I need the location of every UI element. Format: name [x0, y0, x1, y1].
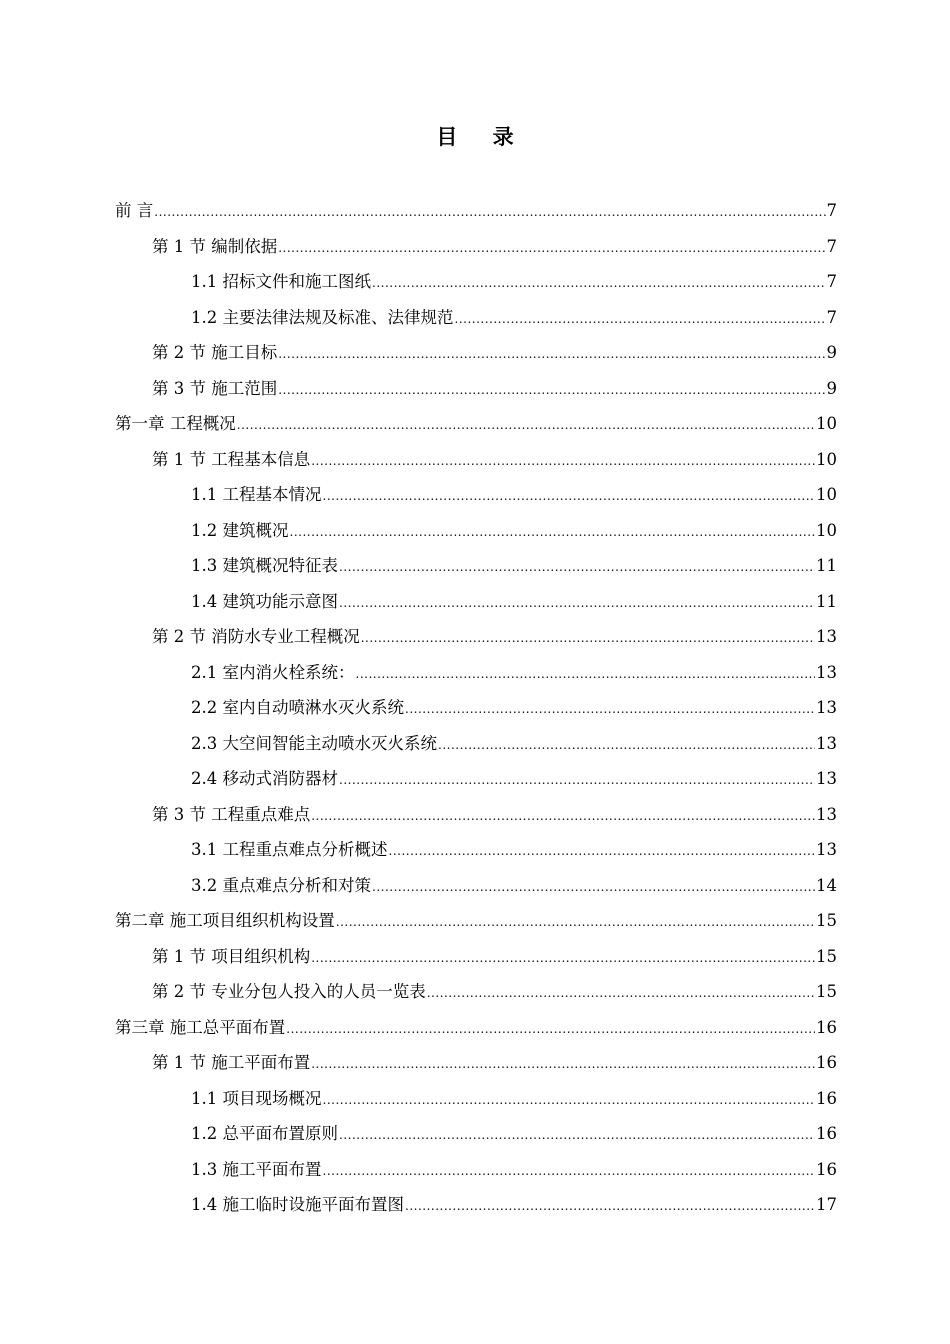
toc-entry-page-number: 13	[816, 769, 837, 788]
toc-entry-page-number: 7	[826, 236, 837, 256]
toc-entry-title: 第 1 节 编制依据	[152, 236, 278, 256]
toc-entry-title: 第 1 节 项目组织机构	[152, 946, 311, 966]
toc-entry[interactable]	[115, 903, 837, 939]
toc-dot-leader	[405, 692, 815, 728]
toc-entry-page-number: 9	[826, 378, 837, 398]
toc-entry[interactable]	[115, 655, 837, 691]
toc-entry-page-number: 13	[816, 662, 837, 682]
toc-entry[interactable]	[115, 690, 837, 726]
toc-entry[interactable]	[115, 1187, 837, 1223]
toc-dot-leader	[339, 550, 815, 586]
toc-entry[interactable]	[115, 1045, 837, 1081]
toc-dot-leader	[405, 1189, 815, 1225]
toc-entry-page-number: 13	[816, 627, 837, 646]
toc-entry-title: 第 3 节 施工范围	[152, 378, 278, 398]
toc-dot-leader	[278, 231, 825, 267]
table-of-contents	[115, 193, 837, 1223]
toc-entry[interactable]	[115, 406, 837, 442]
toc-entry-page-number: 10	[816, 449, 837, 469]
toc-entry-title: 1.3 建筑概况特征表	[191, 556, 338, 575]
toc-entry-title: 1.1 工程基本情况	[191, 485, 322, 504]
toc-entry-title: 第 2 节 消防水专业工程概况	[152, 627, 360, 646]
toc-entry-page-number: 9	[826, 343, 837, 362]
toc-entry[interactable]	[115, 442, 837, 478]
toc-entry[interactable]	[115, 548, 837, 584]
toc-entry-page-number: 7	[826, 307, 837, 327]
toc-dot-leader	[311, 941, 815, 977]
toc-entry-title: 第 2 节 施工目标	[152, 343, 278, 362]
toc-dot-leader	[278, 373, 825, 409]
toc-entry[interactable]	[115, 726, 837, 762]
toc-dot-leader	[286, 1012, 815, 1048]
toc-entry[interactable]	[115, 797, 837, 833]
toc-dot-leader	[455, 302, 826, 338]
toc-entry-title: 1.2 总平面布置原则	[191, 1124, 338, 1143]
toc-dot-leader	[339, 586, 815, 622]
toc-entry-page-number: 13	[816, 804, 837, 824]
toc-entry-page-number: 16	[816, 1017, 837, 1037]
toc-dot-leader	[389, 834, 816, 870]
toc-dot-leader	[339, 1118, 815, 1154]
toc-entry-title: 第二章 施工项目组织机构设置	[115, 911, 335, 930]
toc-entry-title: 第 3 节 工程重点难点	[152, 804, 311, 824]
toc-entry[interactable]	[115, 264, 837, 300]
toc-entry-title: 1.1 招标文件和施工图纸	[191, 272, 371, 291]
toc-entry-page-number: 16	[816, 1053, 837, 1072]
toc-entry-page-number: 10	[816, 520, 837, 540]
toc-entry-page-number: 17	[816, 1195, 837, 1214]
toc-entry[interactable]	[115, 939, 837, 975]
toc-dot-leader	[323, 1154, 816, 1190]
toc-entry-title: 第 2 节 专业分包人投入的人员一览表	[152, 982, 426, 1001]
toc-dot-leader	[336, 905, 815, 941]
toc-entry-title: 3.1 工程重点难点分析概述	[191, 840, 388, 859]
toc-dot-leader	[438, 728, 815, 764]
toc-entry[interactable]	[115, 868, 837, 904]
toc-entry-title: 第三章 施工总平面布置	[115, 1017, 286, 1037]
toc-entry-page-number: 7	[826, 201, 837, 220]
toc-entry[interactable]	[115, 832, 837, 868]
toc-entry[interactable]	[115, 371, 837, 407]
toc-entry-title: 1.2 主要法律法规及标准、法律规范	[191, 307, 454, 327]
toc-dot-leader	[323, 1083, 816, 1119]
toc-dot-leader	[372, 266, 826, 302]
toc-entry-page-number: 16	[816, 1088, 837, 1108]
toc-entry-title: 1.2 建筑概况	[191, 520, 289, 540]
toc-entry-title: 2.1 室内消火栓系统：	[191, 662, 355, 682]
toc-entry-title: 前 言	[115, 201, 154, 220]
toc-entry-title: 第一章 工程概况	[115, 414, 236, 433]
toc-entry-title: 3.2 重点难点分析和对策	[191, 875, 371, 895]
toc-entry-page-number: 13	[816, 698, 837, 717]
toc-entry-page-number: 15	[816, 911, 837, 930]
toc-entry-page-number: 13	[816, 840, 837, 859]
toc-entry[interactable]	[115, 761, 837, 797]
toc-entry-title: 2.2 室内自动喷淋水灭火系统	[191, 698, 404, 717]
toc-entry-title: 1.4 建筑功能示意图	[191, 591, 338, 611]
toc-dot-leader	[278, 337, 825, 373]
toc-dot-leader	[311, 1047, 815, 1083]
toc-entry-title: 第 1 节 工程基本信息	[152, 449, 311, 469]
page-title: 目 录	[436, 124, 528, 149]
toc-entry[interactable]	[115, 619, 837, 655]
toc-entry-page-number: 14	[816, 875, 837, 895]
toc-entry-page-number: 13	[816, 733, 837, 753]
toc-entry[interactable]	[115, 335, 837, 371]
toc-dot-leader	[237, 408, 815, 444]
toc-dot-leader	[356, 657, 816, 693]
toc-dot-leader	[290, 515, 816, 551]
toc-dot-leader	[154, 195, 825, 231]
toc-entry-page-number: 16	[816, 1159, 837, 1179]
toc-dot-leader	[311, 799, 815, 835]
toc-entry-page-number: 11	[816, 556, 837, 575]
toc-entry-page-number: 7	[826, 272, 837, 291]
toc-entry-page-number: 16	[816, 1124, 837, 1143]
toc-entry[interactable]	[115, 1081, 837, 1117]
toc-entry[interactable]	[115, 229, 837, 265]
toc-entry-page-number: 15	[816, 982, 837, 1001]
toc-entry[interactable]	[115, 300, 837, 336]
toc-entry-page-number: 15	[816, 946, 837, 966]
toc-entry[interactable]	[115, 1152, 837, 1188]
toc-entry-title: 2.4 移动式消防器材	[191, 769, 338, 788]
toc-entry-title: 2.3 大空间智能主动喷水灭火系统	[191, 733, 437, 753]
toc-dot-leader	[372, 870, 815, 906]
toc-entry[interactable]	[115, 1116, 837, 1152]
toc-entry[interactable]	[115, 974, 837, 1010]
toc-entry-page-number: 10	[816, 485, 837, 504]
toc-dot-leader	[427, 976, 815, 1012]
toc-entry[interactable]	[115, 513, 837, 549]
toc-entry-title: 1.3 施工平面布置	[191, 1159, 322, 1179]
toc-entry[interactable]	[115, 584, 837, 620]
toc-entry-title: 1.1 项目现场概况	[191, 1088, 322, 1108]
toc-entry[interactable]	[115, 1010, 837, 1046]
toc-entry-title: 1.4 施工临时设施平面布置图	[191, 1195, 404, 1214]
toc-dot-leader	[311, 444, 815, 480]
toc-entry-page-number: 11	[816, 591, 837, 611]
toc-entry-title: 第 1 节 施工平面布置	[152, 1053, 311, 1072]
toc-entry[interactable]	[115, 193, 837, 229]
toc-dot-leader	[339, 763, 815, 799]
toc-entry[interactable]	[115, 477, 837, 513]
toc-dot-leader	[323, 479, 816, 515]
toc-entry-page-number: 10	[816, 414, 837, 433]
toc-dot-leader	[361, 621, 815, 657]
